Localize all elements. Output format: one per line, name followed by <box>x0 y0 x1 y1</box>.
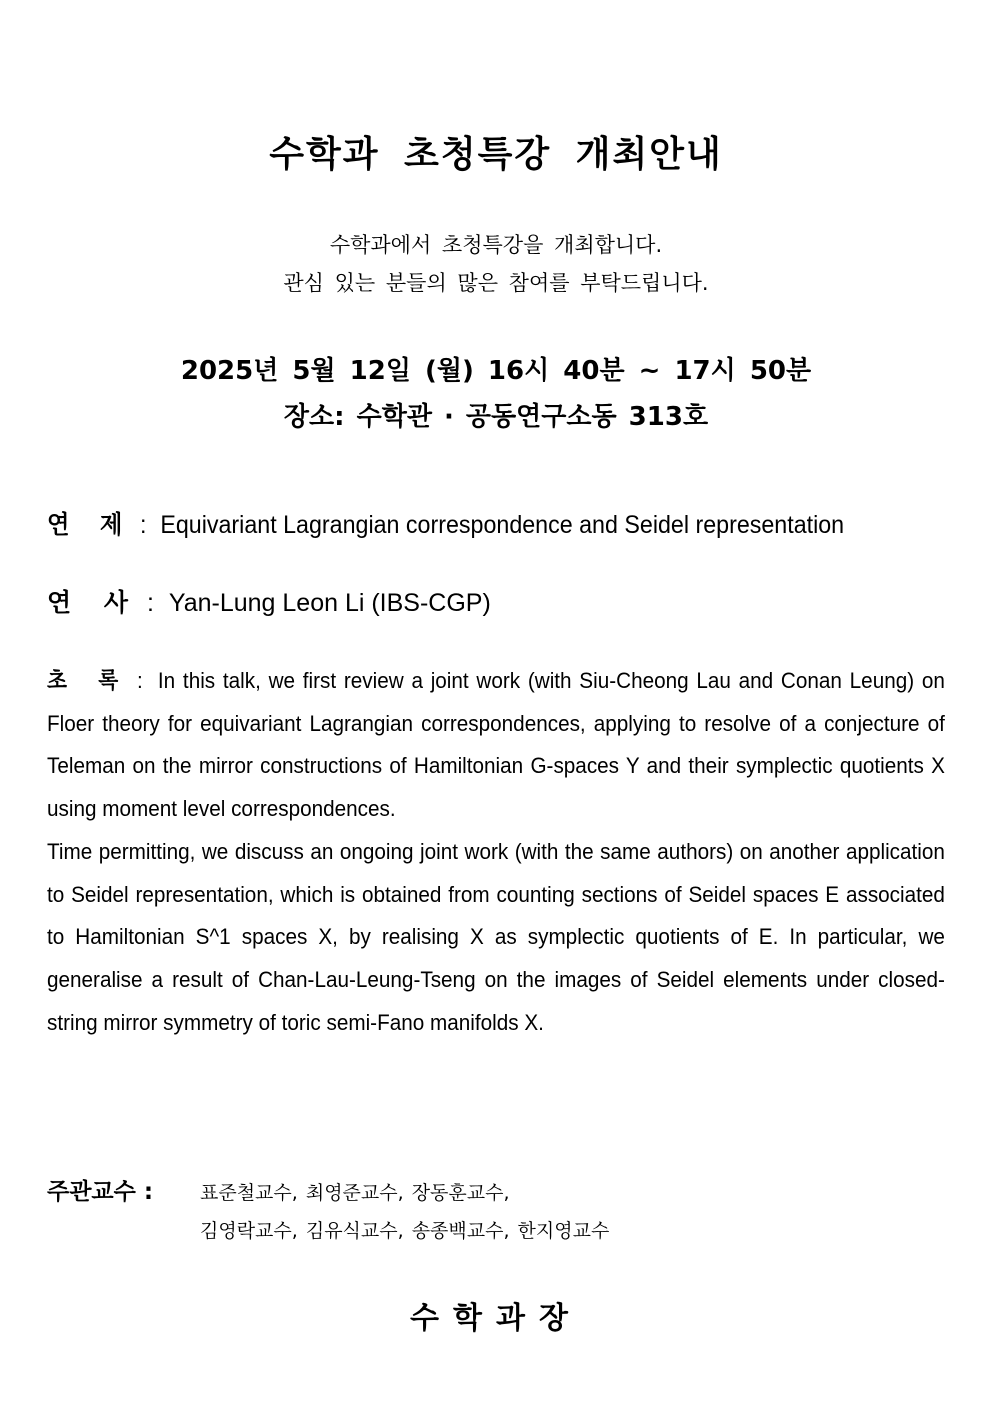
topic-value: Equivariant Lagrangian correspondence and Seidel representation <box>160 511 845 539</box>
hosts-line-1: 표준철교수, 최영준교수, 장동훈교수, <box>200 1182 510 1204</box>
intro-line-1: 수학과에서 초청특강을 개최합니다. <box>329 233 663 257</box>
speaker-value: Yan-Lung Leon Li (IBS-CGP) <box>168 589 491 617</box>
hosts-label: 주관교수 : <box>47 1179 154 1205</box>
topic-colon: : <box>139 511 147 539</box>
abstract-text-1: In this talk, we first review a joint work (with Siu-Cheong Lau and Conan Leung) on Floer theory for equivariant Lagrangian correspondences, applying to resolve of a conjecture of Teleman on the mirror constructions of Hamiltonian G-spaces Y and their symplectic quotients X using moment level correspondences. <box>47 668 945 822</box>
event-venue: 장소: 수학관 · 공동연구소동 313호 <box>283 402 709 432</box>
speaker-colon: : <box>146 589 154 617</box>
topic-field <box>47 505 944 541</box>
abstract-paragraph-2: Time permitting, we discuss an ongoing joint work (with the same authors) on another application to Seidel representation, which is obtained from counting sections of Seidel spaces E associated to Hamiltonian S^1 spaces X, by realising X as symplectic quotients of E. In particular, we generalise a result of Chan-Lau-Leung-Tseng on the images of Seidel elements under closed-string mirror symmetry of toric semi-Fano manifolds X. <box>47 838 945 1035</box>
abstract-paragraph-1 <box>47 660 945 831</box>
speaker-field <box>47 583 945 619</box>
intro-line-2: 관심 있는 분들의 많은 참여를 부탁드립니다. <box>283 271 709 295</box>
hosts-line-2: 김영락교수, 김유식교수, 송종백교수, 한지영교수 <box>200 1220 610 1242</box>
topic-label: 연 제 <box>47 510 134 539</box>
speaker-label: 연 사 <box>47 588 141 617</box>
abstract-field <box>47 660 945 1044</box>
signature: 수학과장 <box>410 1301 582 1336</box>
event-datetime: 2025년 5월 12일 (월) 16시 40분 ~ 17시 50분 <box>180 356 812 386</box>
abstract-colon: : <box>137 668 143 693</box>
abstract-label: 초 록 <box>47 668 130 694</box>
document-title: 수학과 초청특강 개최안내 <box>269 134 723 175</box>
